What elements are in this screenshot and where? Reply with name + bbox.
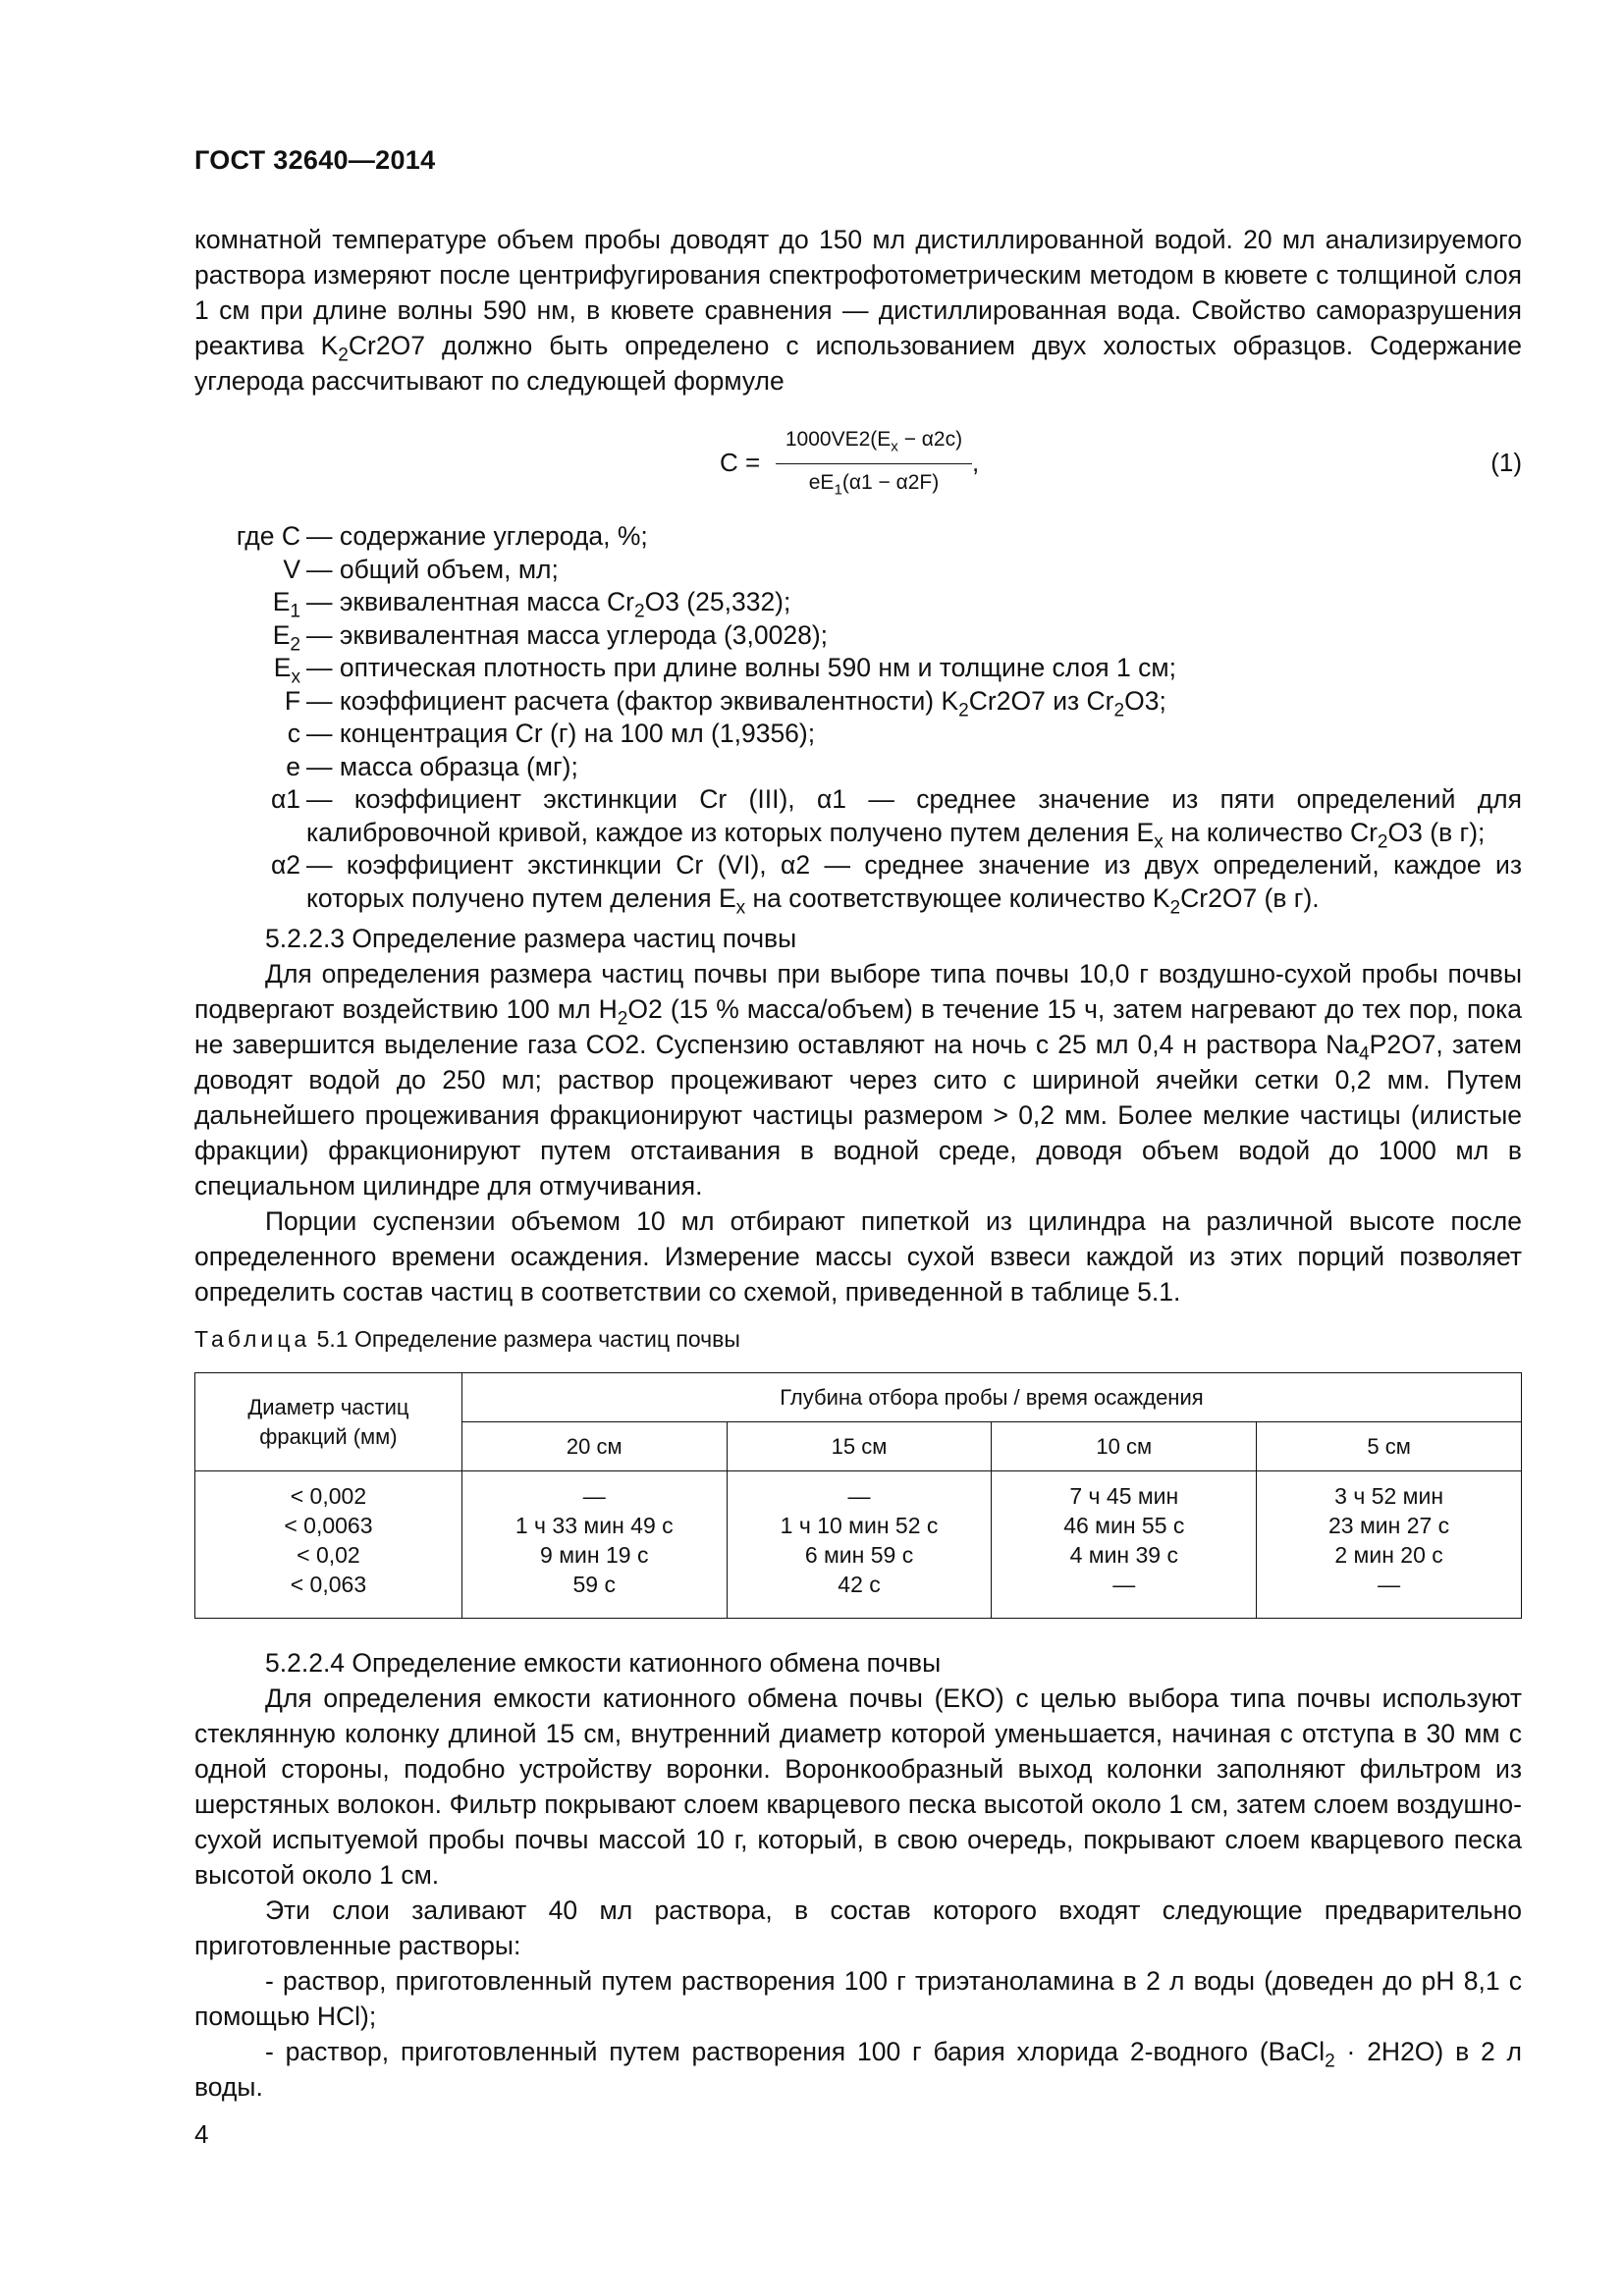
definition-row xyxy=(194,783,1522,853)
definition-text: — коэффициент экстинкции Cr (VI), α2 — среднее значение из двух определений, каждое из которых получено путем деления $E_x$ на соответствующее количество $K_2Cr2O7$ (в г). xyxy=(306,850,1522,919)
time-value: 6 мин 59 с xyxy=(804,1542,914,1568)
cell-times-15cm xyxy=(727,1471,992,1619)
table-caption-text: 5.1 Определение размера частиц почвы xyxy=(316,1326,740,1352)
bullet-barium-chloride: - раствор, приготовленный путем растворения 100 г бария хлорида 2-водного (BaCl$_2$ · 2H2O) в 2 л воды. xyxy=(194,2037,1522,2102)
definition-text: — коэффициент экстинкции Cr (III), α1 — среднее значение из пяти определений для калибровочной кривой, каждое из которых получено путем деления $E_x$ на количество $Cr_2O3$ (в г); xyxy=(306,784,1522,853)
definition-symbol: e xyxy=(286,751,300,781)
definition-row xyxy=(194,718,1522,751)
definition-row xyxy=(194,520,1522,554)
definition-text: — оптическая плотность при длине волны 590 нм и толщине слоя 1 см; xyxy=(306,653,1176,682)
document-header: ГОСТ 32640—2014 xyxy=(194,145,436,175)
variable-definitions xyxy=(194,520,1522,919)
time-value: 59 с xyxy=(572,1572,616,1597)
intro-paragraph xyxy=(194,222,1522,399)
time-value: — xyxy=(1112,1572,1136,1597)
time-value: 9 мин 19 с xyxy=(540,1542,649,1568)
definition-row xyxy=(194,619,1522,656)
time-value: 3 ч 52 мин xyxy=(1334,1483,1444,1509)
section-5-2-2-3-paragraph-1: Для определения размера частиц почвы при выборе типа почвы 10,0 г воздушно-сухой пробы почвы подвергают воздействию 100 мл $H_2O2$ (15 % масса/объем) в течение 15 ч, затем нагревают до тех пор, пока не завершится выделение газа CO2. Суспензию оставляют на ночь с 25 мл 0,4 н раствора $Na_4P2O7$, затем доводят водой до 250 мл; раствор процеживают через сито с шириной ячейки сетки 0,2 мм. Путем дальнейшего процеживания фракционируют частицы размером > 0,2 мм. Более мелкие частицы (илистые фракции) фракционируют путем отстаивания в водной среде, доводя объем водой до 1000 мл в специальном цилиндре для отмучивания. xyxy=(194,959,1522,1201)
header-depth-5: 5 см xyxy=(1257,1422,1522,1471)
cell-times-20cm xyxy=(461,1471,727,1619)
definition-text: — эквивалентная масса углерода (3,0028); xyxy=(306,619,829,650)
time-value: 7 ч 45 мин xyxy=(1069,1483,1179,1509)
definition-symbol: c xyxy=(287,719,300,748)
intro-chem: $K_2Cr2O7$ xyxy=(320,331,425,366)
definition-symbol: V xyxy=(283,554,300,584)
section-5-2-2-3-heading: 5.2.2.3 Определение размера частиц почвы xyxy=(265,924,797,953)
header-depth-15: 15 см xyxy=(727,1422,992,1471)
definition-text: — масса образца (мг); xyxy=(306,751,578,781)
formula-comma: , xyxy=(972,448,980,477)
time-value: 4 мин 39 с xyxy=(1069,1542,1178,1568)
definition-row xyxy=(194,652,1522,688)
formula-numerator: $1000VE2(E_x - \alpha 2c)$ xyxy=(785,428,963,455)
section-5-2-2-4-paragraph-1: Для определения емкости катионного обмена почвы (ЕКО) с целью выбора типа почвы используют стеклянную колонку длиной 15 см, внутренний диаметр которой уменьшается, начиная с отступа в 30 мм с одной стороны, подобно устройству воронки. Воронкообразный выход колонки заполняют фильтром из шерстяных волокон. Фильтр покрывают слоем кварцевого песка высотой около 1 см, затем слоем воздушно-сухой испытуемой пробы почвы массой 10 г, который, в свою очередь, покрывают слоем кварцевого песка высотой около 1 см. xyxy=(194,1683,1522,1890)
formula-number: (1) xyxy=(1490,448,1522,477)
table-caption xyxy=(194,1326,740,1353)
diameter-value: < 0,002 xyxy=(290,1483,367,1509)
definition-row xyxy=(194,685,1522,719)
definition-symbol: α1 xyxy=(270,784,300,814)
header-depth-10: 10 см xyxy=(992,1422,1257,1471)
time-value: — xyxy=(847,1483,871,1509)
time-value: — xyxy=(582,1483,606,1509)
formula-lhs: C = xyxy=(720,448,761,477)
cell-times-10cm xyxy=(992,1471,1257,1619)
time-value: — xyxy=(1378,1572,1401,1597)
time-value: 1 ч 10 мин 52 с xyxy=(780,1513,939,1538)
bullet-triethanolamine: - раствор, приготовленный путем растворения 100 г триэтаноламина в 2 л воды (доведен до pH 8,1 с помощью HCl); xyxy=(194,1966,1522,2031)
cell-diameters xyxy=(195,1471,462,1619)
header-depth-20: 20 см xyxy=(461,1422,727,1471)
definition-row xyxy=(194,751,1522,784)
time-value: 2 мин 20 с xyxy=(1334,1542,1443,1568)
definition-row xyxy=(194,849,1522,919)
definition-symbol: где C xyxy=(236,521,300,551)
section-5-2-2-3-paragraph-2: Порции суспензии объемом 10 мл отбирают пипеткой из цилиндра на различной высоте после определенного времени осаждения. Измерение массы сухой взвеси каждой из этих порций позволяет определить состав частиц в соответствии со схемой, приведенной в таблице 5.1. xyxy=(194,1206,1522,1307)
formula-denominator: $eE_1(\alpha 1 - \alpha 2F)$ xyxy=(808,471,940,499)
definition-symbol: $E_2$ xyxy=(272,619,300,656)
particle-size-table xyxy=(194,1372,1522,1619)
definition-text: — эквивалентная масса $Cr_2O3$ (25,332); xyxy=(306,587,791,622)
definition-text: — коэффициент расчета (фактор эквивалентности) $K_2Cr2O7$ из $Cr_2O3$; xyxy=(306,685,1166,721)
definition-symbol: $E_x$ xyxy=(273,653,300,688)
header-depth-time: Глубина отбора пробы / время осаждения xyxy=(461,1373,1521,1422)
definition-text: — общий объем, мл; xyxy=(306,554,559,584)
intro-text-post: должно быть определено с использованием двух холостых образцов. Содержание углерода рассчитывают по следующей формуле xyxy=(194,331,1522,396)
time-value: 46 мин 55 с xyxy=(1063,1513,1185,1538)
definition-symbol: F xyxy=(284,685,300,716)
definition-row xyxy=(194,586,1522,622)
diameter-value: < 0,0063 xyxy=(284,1513,373,1538)
header-diameter: Диаметр частиц фракций (мм) xyxy=(195,1373,462,1471)
definition-text: — концентрация Cr (г) на 100 мл (1,9356); xyxy=(306,719,816,748)
time-value: 23 мин 27 с xyxy=(1327,1513,1450,1538)
definition-text: — содержание углерода, %; xyxy=(306,521,648,551)
page-number: 4 xyxy=(194,2119,209,2149)
fraction-bar xyxy=(776,463,972,464)
carbon-formula xyxy=(194,422,1522,510)
table-caption-word: Таблица xyxy=(194,1326,311,1352)
definition-row xyxy=(194,554,1522,587)
diameter-value: < 0,063 xyxy=(290,1572,367,1597)
time-value: 1 ч 33 мин 49 с xyxy=(514,1513,674,1538)
intro-text-pre: комнатной температуре объем пробы доводят до 150 мл дистиллированной водой. 20 мл анализируемого раствора измеряют после центрифугирования спектрофотометрическим методом в кювете с толщиной слоя 1 см при длине волны 590 нм, в кювете сравнения — дистиллированная вода. Свойство саморазрушения реактива xyxy=(194,225,1522,360)
section-5-2-2-4-paragraph-2: Эти слои заливают 40 мл раствора, в состав которого входят следующие предварительно приготовленные растворы: xyxy=(194,1896,1522,1960)
time-value: 42 с xyxy=(838,1572,881,1597)
definition-symbol: $E_1$ xyxy=(272,587,300,622)
section-5-2-2-4-heading: 5.2.2.4 Определение емкости катионного обмена почвы xyxy=(265,1648,942,1678)
diameter-value: < 0,02 xyxy=(297,1542,360,1568)
definition-symbol: α2 xyxy=(270,850,300,880)
cell-times-5cm xyxy=(1257,1471,1522,1619)
